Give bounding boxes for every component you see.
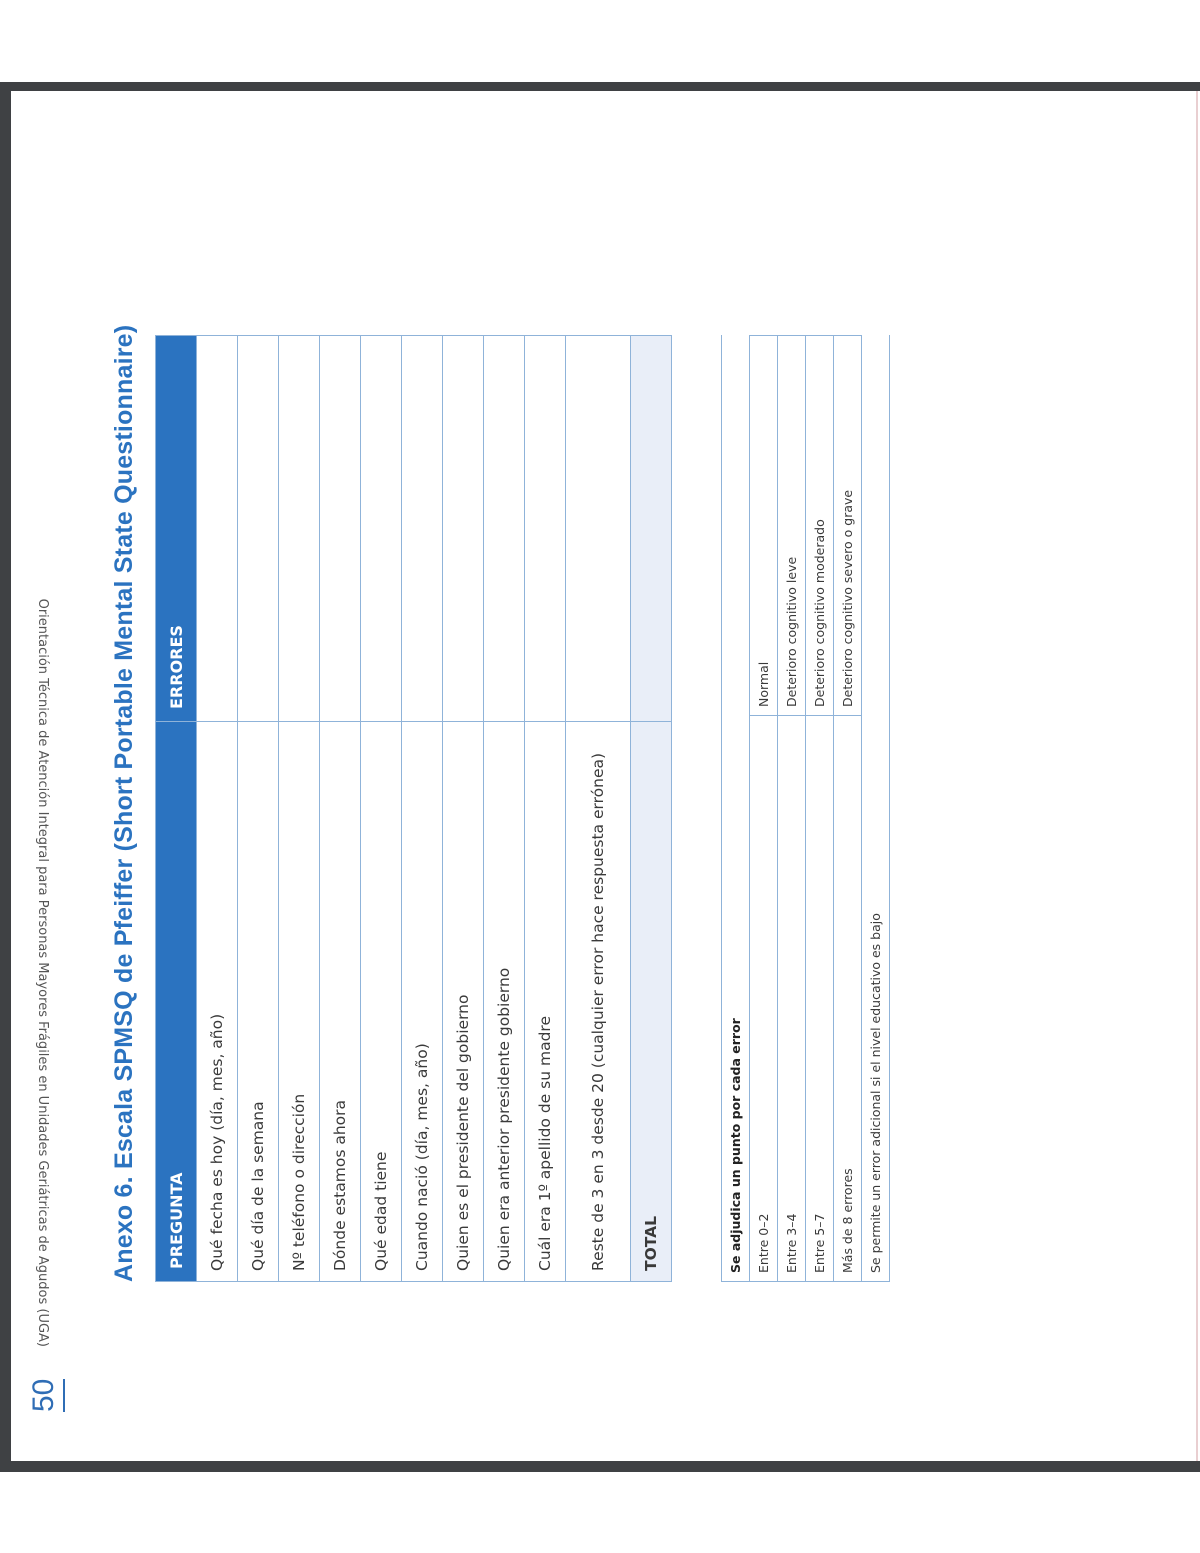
score-result: Deterioro cognitivo severo o grave [834,336,862,716]
question-cell: Nº teléfono o dirección [279,722,320,1282]
legend-row [834,336,862,1282]
question-cell: Qué día de la semana [238,722,279,1282]
table-row [525,336,566,1282]
score-result: Normal [750,336,778,716]
page-edge [1196,91,1198,1461]
errors-cell [443,336,484,722]
column-header-errores: ERRORES [156,336,197,722]
legend-note-row [862,336,890,1282]
table-row [443,336,484,1282]
score-result: Deterioro cognitivo moderado [806,336,834,716]
total-row [631,336,672,1282]
score-range: Entre 3–4 [778,716,806,1282]
table-row [361,336,402,1282]
table-row [320,336,361,1282]
question-cell: Qué edad tiene [361,722,402,1282]
legend-heading: Se adjudica un punto por cada error [722,716,750,1282]
question-cell: Cuando nació (día, mes, año) [402,722,443,1282]
table-row [402,336,443,1282]
errors-cell [279,336,320,722]
errors-cell [197,336,238,722]
errors-cell [484,336,525,722]
question-cell: Quien era anterior presidente gobierno [484,722,525,1282]
page-number: 50 [27,1379,65,1412]
score-range: Entre 0–2 [750,716,778,1282]
errors-cell [238,336,279,722]
total-value-cell [631,336,672,722]
total-label: TOTAL [631,722,672,1282]
question-cell: Cuál era 1º apellido de su madre [525,722,566,1282]
table-row [197,336,238,1282]
table-row [279,336,320,1282]
page-title: Anexo 6. Escala SPMSQ de Pfeiffer (Short Portable Mental State Questionnaire) [110,324,138,1282]
scoring-legend-table [721,335,890,1282]
score-range: Entre 5–7 [806,716,834,1282]
table-row [566,336,631,1282]
footer-text: Orientación Técnica de Atención Integral para Personas Mayores Frágiles en Unidades Geriátricas de Agudos (UGA) [35,598,50,1347]
legend-heading-spacer [722,336,750,716]
score-result: Deterioro cognitivo leve [778,336,806,716]
errors-cell [402,336,443,722]
legend-row [750,336,778,1282]
legend-heading-row [722,336,750,1282]
score-range: Más de 8 errores [834,716,862,1282]
table-row [238,336,279,1282]
question-cell: Qué fecha es hoy (día, mes, año) [197,722,238,1282]
question-cell: Dónde estamos ahora [320,722,361,1282]
column-header-pregunta: PREGUNTA [156,722,197,1282]
table-header-row [156,336,197,1282]
errors-cell [320,336,361,722]
errors-cell [361,336,402,722]
rotated-page-content [5,82,1195,1472]
question-cell: Reste de 3 en 3 desde 20 (cualquier error hace respuesta errónea) [566,722,631,1282]
table-row [484,336,525,1282]
legend-row [806,336,834,1282]
errors-cell [525,336,566,722]
errors-cell [566,336,631,722]
legend-note: Se permite un error adicional si el nivel educativo es bajo [862,336,890,1282]
question-cell: Quien es el presidente del gobierno [443,722,484,1282]
pfeiffer-questionnaire-table [155,335,672,1282]
legend-row [778,336,806,1282]
